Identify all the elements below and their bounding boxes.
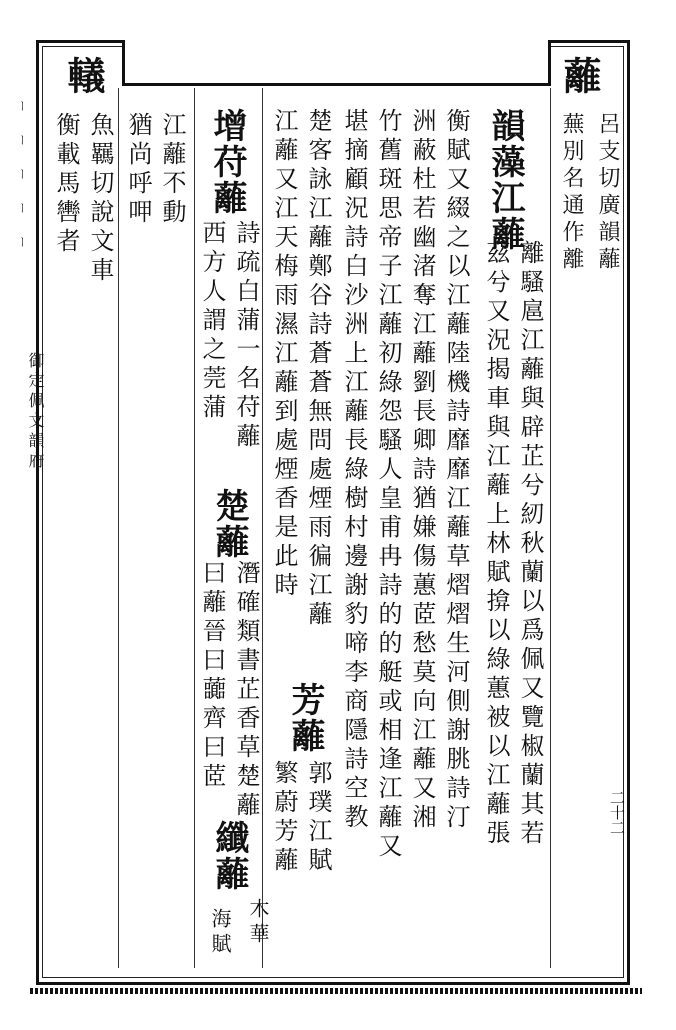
column-rule bbox=[194, 88, 195, 968]
column-10: 江蘺又江天梅雨濕江蘺到處煙香是此時 bbox=[270, 108, 298, 601]
column-8: 堪摘顧況詩白沙洲上江蘺長綠樹村邊謝豹啼李商隱詩空教 bbox=[340, 108, 368, 833]
entry-head-jiangli: 韻藻江蘺 bbox=[485, 108, 525, 252]
column-rule bbox=[118, 88, 119, 968]
bottom-border-texture bbox=[30, 988, 642, 994]
notch-right-edge bbox=[548, 40, 551, 86]
fangli-line-1: 郭璞江賦 bbox=[304, 760, 332, 876]
column-rule bbox=[262, 88, 263, 968]
column-6: 洲蔽杜若幽渚奪江蘺劉長卿詩猶嫌傷蕙茝愁莫向江蘺又湘 bbox=[408, 108, 436, 833]
zhili-line-1: 木華 bbox=[246, 898, 270, 948]
entry-head-fuli: 增苻蘺 bbox=[207, 108, 247, 216]
fangli-line-2: 繁蔚芳蘺 bbox=[270, 760, 298, 876]
column-13: 江蘺不動 bbox=[158, 112, 186, 228]
chuli-line-1: 潛確類書芷香草楚蘺 bbox=[232, 560, 260, 821]
column-12: 西方人謂之莞蒲 bbox=[198, 220, 226, 423]
column-3: 離騷扈江蘺與辟芷兮紉秋蘭以爲佩又覽椒蘭其若 bbox=[516, 240, 544, 849]
column-1: 呂支切廣韻蘺 bbox=[595, 112, 620, 274]
page-number: 二十二 bbox=[608, 790, 626, 835]
notch-left-edge bbox=[122, 40, 125, 86]
book-title: 御定佩文韻府 bbox=[26, 352, 45, 472]
column-2: 蕪別名通作離 bbox=[559, 112, 584, 274]
head-character-right: 蘺 bbox=[557, 56, 602, 99]
column-5: 衡賦又綴之以江蘺陸機詩靡靡江蘺草熠熠生河側謝朓詩汀 bbox=[442, 108, 470, 833]
entry-head-chuli: 楚蘺 bbox=[209, 488, 249, 560]
column-14: 猶尚呼呷 bbox=[124, 112, 152, 228]
entry-head-fangli: 芳蘺 bbox=[285, 682, 325, 754]
column-9: 楚客詠江蘺鄭谷詩蒼蒼無問處煙雨徧江蘺 bbox=[304, 108, 332, 630]
column-rule bbox=[550, 88, 551, 968]
zhili-line-2: 海賦 bbox=[208, 908, 232, 958]
cropped-margin-text: ーーーーー bbox=[15, 100, 29, 270]
column-4: 茲兮又況揭車與江蘺上林賦揜以綠蕙被以江蘺張 bbox=[482, 240, 510, 849]
column-16: 衡載馬轡者 bbox=[52, 112, 80, 257]
head-character-left: 轙 bbox=[61, 56, 106, 99]
entry-head-zhili: 纖蘺 bbox=[209, 820, 249, 892]
column-15: 魚羈切說文車 bbox=[86, 112, 114, 286]
column-7: 竹舊斑思帝子江蘺初綠怨騷人皇甫冉詩的的艇或相逢江蘺又 bbox=[374, 108, 402, 862]
column-11: 詩疏白蒲一名苻蘺 bbox=[232, 220, 260, 452]
chuli-line-2: 曰蘺晉曰虈齊曰茝 bbox=[198, 560, 226, 792]
header-notch bbox=[125, 40, 550, 86]
